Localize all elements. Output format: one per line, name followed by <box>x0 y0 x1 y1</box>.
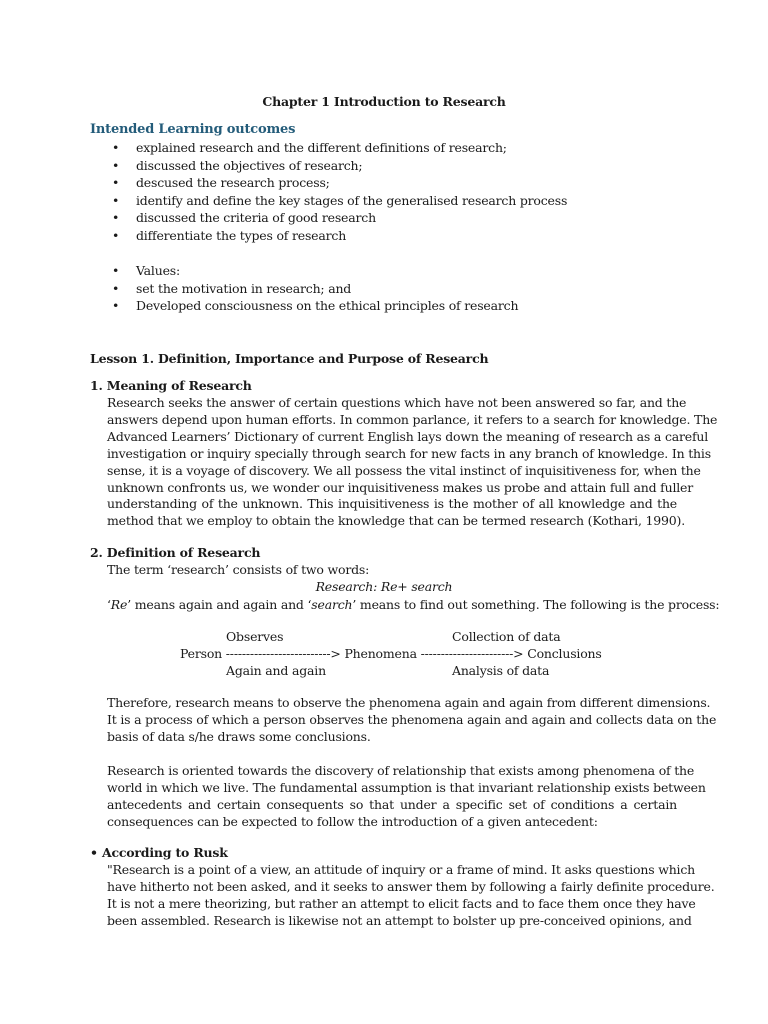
paragraph-line: answers depend upon human efforts. In common parlance, it refers to a search for knowledge. The <box>107 411 718 427</box>
paragraph-line: It is a process of which a person observes the phenomena again and again and collects data on the <box>107 711 717 727</box>
definition-paragraph-3 <box>107 763 706 831</box>
paragraph-line: understanding of the unknown. This inquisitiveness is the mother of all knowledge and the <box>107 496 677 512</box>
definition-paragraph-2 <box>107 695 717 746</box>
outcome-text: differentiate the types of research <box>136 227 347 243</box>
values-text: Developed consciousness on the ethical principles of research <box>136 298 519 313</box>
values-text: set the motivation in research; and <box>136 280 352 296</box>
paragraph-line: been assembled. Research is likewise not an attempt to bolster up pre-conceived opinions, and <box>107 912 692 928</box>
paragraph-line: consequences can be expected to follow the introduction of a given antecedent: <box>107 813 598 829</box>
outcome-text: descused the research process; <box>136 175 330 190</box>
definition-meaning <box>107 597 719 612</box>
paragraph-line: It is not a mere theorizing, but rather an attempt to elicit facts and to face them once they have <box>107 895 696 911</box>
bullet-icon: • <box>112 192 120 208</box>
process-collection: Collection of data <box>452 629 561 644</box>
bullet-icon: • <box>112 263 120 278</box>
bullet-icon: • <box>112 280 120 296</box>
outcomes-heading: Intended Learning outcomes <box>90 122 296 137</box>
open-quote: ‘ <box>107 597 111 612</box>
outcome-text: discussed the objectives of research; <box>136 157 363 173</box>
paragraph-line: investigation or inquiry specially through search for new facts in any branch of knowledge. In this <box>107 445 711 461</box>
outcome-text: identify and define the key stages of the generalised research process <box>136 192 568 208</box>
search-word: search <box>311 597 353 612</box>
bullet-icon: • <box>112 175 120 190</box>
paragraph-line: method that we employ to obtain the knowledge that can be termed research (Kothari, 1990). <box>107 513 685 529</box>
paragraph-line: sense, it is a voyage of discovery. We all possess the vital instinct of inquisitiveness for, when the <box>107 462 701 478</box>
lesson-title: Lesson 1. Definition, Importance and Purpose of Research <box>90 351 489 366</box>
definition-intro: The term ‘research’ consists of two words: <box>107 562 370 577</box>
process-observes: Observes <box>226 629 284 644</box>
paragraph-line: Research seeks the answer of certain questions which have not been answered so far, and the <box>107 395 687 410</box>
paragraph-line: Therefore, research means to observe the phenomena again and again from different dimensions. <box>107 695 711 710</box>
outcome-text: discussed the criteria of good research <box>136 210 376 225</box>
paragraph-line: world in which we live. The fundamental assumption is that invariant relationship exists between <box>107 779 706 795</box>
bullet-icon: • <box>112 298 120 313</box>
paragraph-line: Advanced Learners’ Dictionary of current English lays down the meaning of research as a careful <box>107 428 709 444</box>
chapter-title: Chapter 1 Introduction to Research <box>262 94 506 109</box>
process-again: Again and again <box>226 663 326 678</box>
re-word: Re <box>110 597 128 612</box>
section-heading-definition: 2. Definition of Research <box>90 545 261 560</box>
values-text: Values: <box>136 263 181 278</box>
rusk-heading: • According to Rusk <box>90 845 228 860</box>
paragraph-line: basis of data s/he draws some conclusions. <box>107 728 371 744</box>
bullet-icon: • <box>112 227 120 243</box>
research-formula: Research: Re+ search <box>315 579 453 594</box>
outcome-text: explained research and the different definitions of research; <box>136 140 507 155</box>
process-analysis: Analysis of data <box>452 663 550 678</box>
rusk-paragraph <box>107 862 715 930</box>
meaning-part1: ’ means again and again and ‘ <box>127 597 312 612</box>
bullet-icon: • <box>112 140 120 155</box>
paragraph-line: have hitherto not been asked, and it seeks to answer them by following a fairly definite procedure. <box>107 878 715 894</box>
paragraph-line: unknown confronts us, we wonder our inquisitiveness makes us probe and attain full and fuller <box>107 479 694 495</box>
bullet-icon: • <box>112 210 120 225</box>
meaning-paragraph <box>107 395 718 530</box>
section-heading-meaning: 1. Meaning of Research <box>90 378 252 393</box>
process-flow-line: Person --------------------------> Phenomena -----------------------> Conclusions <box>180 646 602 661</box>
bullet-icon: • <box>112 157 120 173</box>
paragraph-line: Research is oriented towards the discovery of relationship that exists among phenomena of the <box>107 763 695 778</box>
meaning-part2: ’ means to find out something. The following is the process: <box>352 597 720 612</box>
paragraph-line: antecedents and certain consequents so that under a specific set of conditions a certain <box>107 796 677 812</box>
paragraph-line: "Research is a point of a view, an attitude of inquiry or a frame of mind. It asks questions which <box>107 862 695 877</box>
